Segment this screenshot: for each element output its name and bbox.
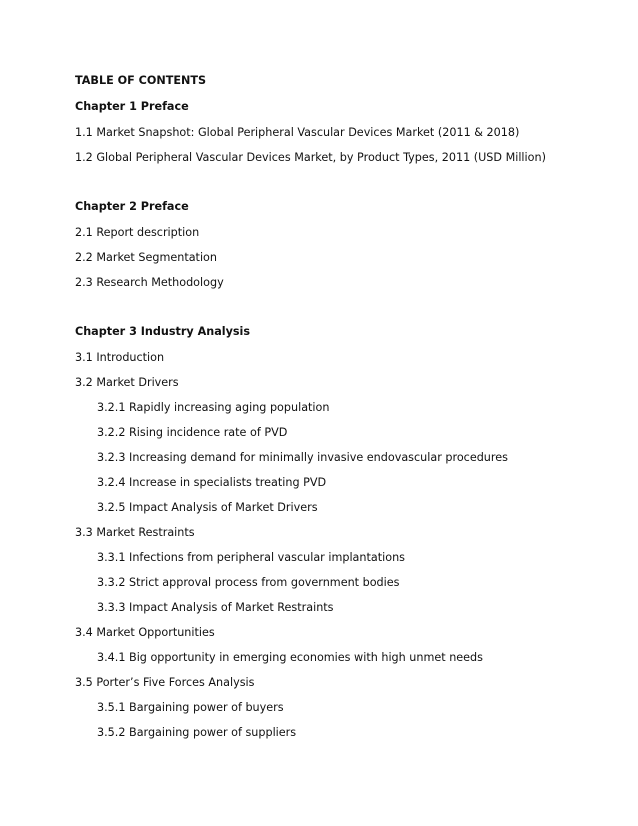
toc-entry-3-2-2: 3.2.2 Rising incidence rate of PVD [97,426,288,439]
toc-entry-3-3-1: 3.3.1 Infections from peripheral vascular implantations [97,551,406,564]
toc-entry-2-3: 2.3 Research Methodology [75,276,224,289]
toc-entry-3-5-2: 3.5.2 Bargaining power of suppliers [97,726,297,739]
toc-entry-3-2-5: 3.2.5 Impact Analysis of Market Drivers [97,501,318,514]
chapter-2-heading: Chapter 2 Preface [75,200,189,213]
toc-entry-3-5: 3.5 Porter’s Five Forces Analysis [75,676,255,689]
chapter-1-heading: Chapter 1 Preface [75,100,189,113]
section-spacer [75,298,615,322]
section-spacer [75,173,615,197]
toc-entry-3-3: 3.3 Market Restraints [75,526,195,539]
toc-entry-1-2: 1.2 Global Peripheral Vascular Devices Market, by Product Types, 2011 (USD Million) [75,151,546,164]
toc-entry-3-2-3: 3.2.3 Increasing demand for minimally invasive endovascular procedures [97,451,508,464]
toc-entry-3-2: 3.2 Market Drivers [75,376,179,389]
toc-entry-1-1: 1.1 Market Snapshot: Global Peripheral Vascular Devices Market (2011 & 2018) [75,126,520,139]
toc-entry-2-2: 2.2 Market Segmentation [75,251,217,264]
toc-entry-3-3-3: 3.3.3 Impact Analysis of Market Restraints [97,601,334,614]
toc-entry-2-1: 2.1 Report description [75,226,200,239]
toc-entry-3-4: 3.4 Market Opportunities [75,626,215,639]
table-of-contents [75,71,615,748]
chapter-3-heading: Chapter 3 Industry Analysis [75,325,251,338]
toc-entry-3-2-1: 3.2.1 Rapidly increasing aging population [97,401,330,414]
toc-entry-3-2-4: 3.2.4 Increase in specialists treating PVD [97,476,327,489]
toc-entry-3-4-1: 3.4.1 Big opportunity in emerging economies with high unmet needs [97,651,483,664]
toc-entry-3-3-2: 3.3.2 Strict approval process from government bodies [97,576,400,589]
toc-entry-3-5-1: 3.5.1 Bargaining power of buyers [97,701,284,714]
toc-entry-3-1: 3.1 Introduction [75,351,165,364]
toc-title: TABLE OF CONTENTS [75,74,207,87]
